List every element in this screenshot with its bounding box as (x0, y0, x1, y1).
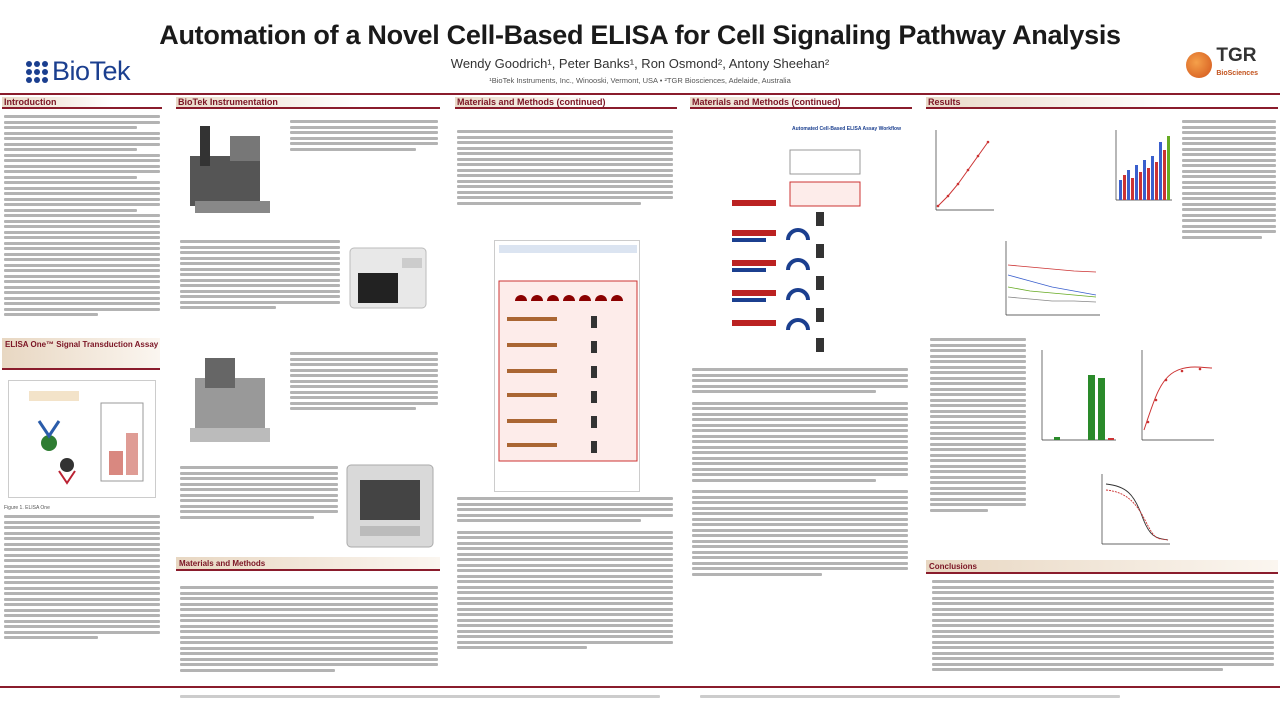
instrument-photo-3 (180, 348, 280, 458)
column-instrumentation (176, 97, 440, 109)
instrument-photo-2 (340, 218, 438, 318)
results-text-1 (1182, 120, 1276, 241)
elisa-caption-text (4, 505, 160, 642)
column-mm-continued-1 (455, 97, 677, 109)
footer-rule (0, 686, 1280, 688)
instrument-text-3 (290, 352, 438, 413)
instrument-photo-4 (342, 460, 438, 552)
results-chart-3 (1000, 235, 1104, 323)
elisa-diagram (9, 381, 157, 499)
header-rule (0, 93, 1280, 95)
tgr-circle-icon (1186, 52, 1212, 78)
conclusions-text (932, 580, 1274, 674)
section-results: Results (926, 97, 1278, 109)
column-mm-continued-2 (690, 97, 912, 109)
biotek-logo-text: BioTek (52, 56, 131, 86)
elisa-caption: Figure 1. ELISA One (4, 505, 50, 511)
workflow-figure-2 (728, 120, 902, 360)
poster-footer (0, 690, 1280, 720)
results-chart-5 (1134, 340, 1218, 450)
mm-text (180, 586, 438, 674)
poster-affiliation: ¹BioTek Instruments, Inc., Winooski, Vermont, USA • ²TGR Biosciences, Adelaide, Australia (489, 76, 791, 85)
workflow-title: Automated Cell-Based ELISA Assay Workflow (792, 126, 902, 132)
column-introduction (2, 97, 162, 109)
instrument-text-1 (290, 120, 438, 153)
section-materials-methods: Materials and Methods (176, 557, 440, 571)
elisa-banner: ELISA One™ Signal Transduction Assay (2, 338, 160, 370)
section-mm-continued-2: Materials and Methods (continued) (690, 97, 912, 109)
section-biotek-instrumentation: BioTek Instrumentation (176, 97, 440, 109)
poster-title: Automation of a Novel Cell-Based ELISA for Cell Signaling Pathway Analysis (159, 20, 1121, 50)
column-results (926, 97, 1278, 109)
instrument-text-2 (180, 240, 340, 312)
mm-cont1-text-2 (457, 497, 673, 652)
results-text-2 (930, 338, 1026, 514)
tgr-logo (1186, 47, 1258, 83)
mm-cont2-text-1 (692, 368, 908, 578)
results-chart-2 (1110, 120, 1176, 210)
results-chart-1 (928, 120, 998, 220)
results-chart-6 (1096, 468, 1174, 552)
intro-text (4, 115, 160, 319)
section-introduction: Introduction (2, 97, 162, 109)
poster-authors: Wendy Goodrich¹, Peter Banks¹, Ron Osmond², Antony Sheehan² (450, 56, 830, 71)
instrument-text-4 (180, 466, 338, 521)
poster-header (0, 0, 1280, 92)
section-mm-continued-1: Materials and Methods (continued) (455, 97, 677, 109)
elisa-figure (8, 380, 156, 498)
tgr-logo-sub: BioSciences (1216, 70, 1258, 77)
workflow-figure-1 (494, 240, 640, 492)
tgr-logo-text: TGR (1216, 45, 1257, 66)
results-chart-4 (1034, 340, 1120, 450)
mm-cont1-text-1 (457, 130, 673, 207)
instrument-photo-1 (180, 116, 280, 234)
section-conclusions: Conclusions (926, 560, 1278, 574)
